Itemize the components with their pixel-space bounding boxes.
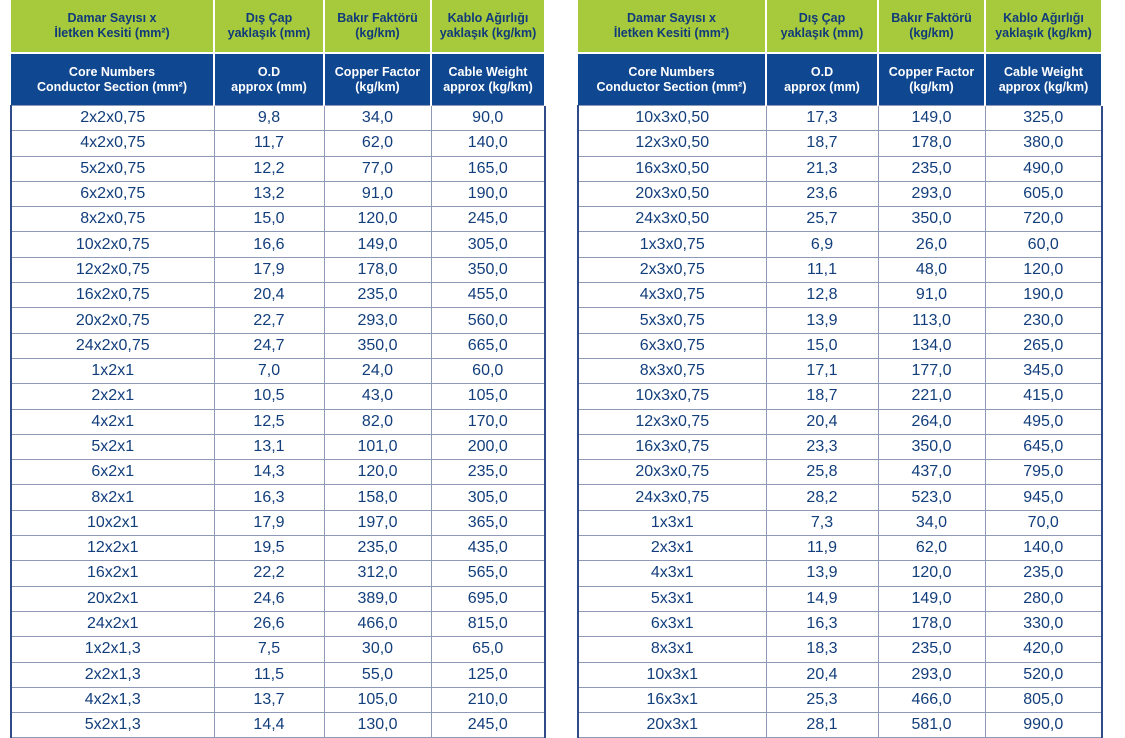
table-row <box>11 106 545 131</box>
cable-weight-cell: 560,0 <box>431 308 545 333</box>
header-tr-outer-diameter: Dış Çap yaklaşık (mm) <box>214 0 324 53</box>
table-row <box>11 637 545 662</box>
table-row <box>11 561 545 586</box>
cable-weight-cell: 695,0 <box>431 586 545 611</box>
cable-weight-cell: 120,0 <box>985 257 1102 282</box>
header-en-outer-diameter: O.D approx (mm) <box>766 53 878 106</box>
cable-weight-cell: 125,0 <box>431 662 545 687</box>
outer-diameter-cell: 24,7 <box>214 333 324 358</box>
table-row <box>578 687 1102 712</box>
cable-weight-cell: 245,0 <box>431 713 545 738</box>
table-row <box>11 662 545 687</box>
outer-diameter-cell: 20,4 <box>766 662 878 687</box>
outer-diameter-cell: 20,4 <box>214 283 324 308</box>
table-row <box>11 156 545 181</box>
core-section-cell: 24x2x0,75 <box>11 333 214 358</box>
outer-diameter-cell: 11,5 <box>214 662 324 687</box>
table-row <box>11 460 545 485</box>
copper-factor-cell: 523,0 <box>878 485 985 510</box>
table-row <box>578 207 1102 232</box>
core-section-cell: 4x3x1 <box>578 561 766 586</box>
copper-factor-cell: 149,0 <box>878 106 985 131</box>
table-row <box>578 434 1102 459</box>
outer-diameter-cell: 28,2 <box>766 485 878 510</box>
core-section-cell: 10x3x1 <box>578 662 766 687</box>
outer-diameter-cell: 18,7 <box>766 131 878 156</box>
core-section-cell: 4x2x0,75 <box>11 131 214 156</box>
core-section-cell: 2x3x1 <box>578 536 766 561</box>
copper-factor-cell: 178,0 <box>878 131 985 156</box>
table-row <box>578 156 1102 181</box>
core-section-cell: 4x3x0,75 <box>578 283 766 308</box>
copper-factor-cell: 389,0 <box>324 586 431 611</box>
outer-diameter-cell: 22,7 <box>214 308 324 333</box>
core-section-cell: 12x2x0,75 <box>11 257 214 282</box>
core-section-cell: 16x2x1 <box>11 561 214 586</box>
cable-weight-cell: 90,0 <box>431 106 545 131</box>
cable-weight-cell: 60,0 <box>431 358 545 383</box>
copper-factor-cell: 91,0 <box>324 181 431 206</box>
core-section-cell: 4x2x1,3 <box>11 687 214 712</box>
outer-diameter-cell: 16,3 <box>766 611 878 636</box>
cable-weight-cell: 170,0 <box>431 409 545 434</box>
header-en-outer-diameter: O.D approx (mm) <box>214 53 324 106</box>
table-row <box>11 434 545 459</box>
outer-diameter-cell: 21,3 <box>766 156 878 181</box>
table-row <box>578 637 1102 662</box>
header-row-english <box>578 53 1102 106</box>
copper-factor-cell: 312,0 <box>324 561 431 586</box>
copper-factor-cell: 235,0 <box>878 637 985 662</box>
copper-factor-cell: 177,0 <box>878 358 985 383</box>
header-tr-cable-weight: Kablo Ağırlığı yaklaşık (kg/km) <box>431 0 545 53</box>
header-tr-cable-weight: Kablo Ağırlığı yaklaşık (kg/km) <box>985 0 1102 53</box>
core-section-cell: 8x3x1 <box>578 637 766 662</box>
copper-factor-cell: 437,0 <box>878 460 985 485</box>
cable-weight-cell: 140,0 <box>431 131 545 156</box>
table-row <box>11 536 545 561</box>
outer-diameter-cell: 7,5 <box>214 637 324 662</box>
outer-diameter-cell: 17,9 <box>214 510 324 535</box>
copper-factor-cell: 62,0 <box>324 131 431 156</box>
copper-factor-cell: 235,0 <box>878 156 985 181</box>
copper-factor-cell: 149,0 <box>878 586 985 611</box>
outer-diameter-cell: 16,6 <box>214 232 324 257</box>
cable-weight-cell: 420,0 <box>985 637 1102 662</box>
copper-factor-cell: 120,0 <box>324 460 431 485</box>
cable-weight-cell: 565,0 <box>431 561 545 586</box>
core-section-cell: 2x3x0,75 <box>578 257 766 282</box>
table-row <box>578 662 1102 687</box>
table-row <box>578 358 1102 383</box>
outer-diameter-cell: 25,8 <box>766 460 878 485</box>
core-section-cell: 5x2x1,3 <box>11 713 214 738</box>
outer-diameter-cell: 11,9 <box>766 536 878 561</box>
table-row <box>11 358 545 383</box>
copper-factor-cell: 77,0 <box>324 156 431 181</box>
cable-weight-cell: 325,0 <box>985 106 1102 131</box>
copper-factor-cell: 34,0 <box>878 510 985 535</box>
core-section-cell: 12x2x1 <box>11 536 214 561</box>
table-row <box>578 536 1102 561</box>
core-section-cell: 1x3x0,75 <box>578 232 766 257</box>
cable-weight-cell: 65,0 <box>431 637 545 662</box>
core-section-cell: 20x3x0,75 <box>578 460 766 485</box>
table-row <box>11 131 545 156</box>
outer-diameter-cell: 18,3 <box>766 637 878 662</box>
copper-factor-cell: 293,0 <box>878 662 985 687</box>
table-row <box>578 561 1102 586</box>
header-en-core-section: Core Numbers Conductor Section (mm²) <box>578 53 766 106</box>
core-section-cell: 8x2x0,75 <box>11 207 214 232</box>
cable-weight-cell: 945,0 <box>985 485 1102 510</box>
cable-weight-cell: 235,0 <box>431 460 545 485</box>
copper-factor-cell: 101,0 <box>324 434 431 459</box>
core-section-cell: 20x2x0,75 <box>11 308 214 333</box>
copper-factor-cell: 24,0 <box>324 358 431 383</box>
outer-diameter-cell: 11,1 <box>766 257 878 282</box>
cable-weight-cell: 305,0 <box>431 232 545 257</box>
core-section-cell: 24x3x0,50 <box>578 207 766 232</box>
outer-diameter-cell: 7,3 <box>766 510 878 535</box>
copper-factor-cell: 105,0 <box>324 687 431 712</box>
outer-diameter-cell: 20,4 <box>766 409 878 434</box>
cable-weight-cell: 415,0 <box>985 384 1102 409</box>
header-row-english <box>11 53 545 106</box>
cable-weight-cell: 345,0 <box>985 358 1102 383</box>
table-row <box>11 485 545 510</box>
table-row <box>578 713 1102 738</box>
copper-factor-cell: 91,0 <box>878 283 985 308</box>
copper-factor-cell: 197,0 <box>324 510 431 535</box>
core-section-cell: 10x3x0,75 <box>578 384 766 409</box>
core-section-cell: 2x2x1,3 <box>11 662 214 687</box>
header-row-turkish <box>11 0 545 53</box>
core-section-cell: 16x3x0,50 <box>578 156 766 181</box>
copper-factor-cell: 350,0 <box>878 434 985 459</box>
table-row <box>11 611 545 636</box>
cable-weight-cell: 645,0 <box>985 434 1102 459</box>
cable-weight-cell: 795,0 <box>985 460 1102 485</box>
outer-diameter-cell: 26,6 <box>214 611 324 636</box>
table-row <box>11 283 545 308</box>
copper-factor-cell: 264,0 <box>878 409 985 434</box>
cable-weight-cell: 815,0 <box>431 611 545 636</box>
table-row <box>578 460 1102 485</box>
table-row <box>578 611 1102 636</box>
copper-factor-cell: 130,0 <box>324 713 431 738</box>
table-row <box>11 384 545 409</box>
outer-diameter-cell: 25,7 <box>766 207 878 232</box>
copper-factor-cell: 293,0 <box>878 181 985 206</box>
table-row <box>578 409 1102 434</box>
copper-factor-cell: 466,0 <box>324 611 431 636</box>
core-section-cell: 1x3x1 <box>578 510 766 535</box>
outer-diameter-cell: 14,9 <box>766 586 878 611</box>
core-section-cell: 2x2x1 <box>11 384 214 409</box>
table-row <box>11 207 545 232</box>
header-en-core-section: Core Numbers Conductor Section (mm²) <box>11 53 214 106</box>
cable-weight-cell: 165,0 <box>431 156 545 181</box>
outer-diameter-cell: 23,3 <box>766 434 878 459</box>
outer-diameter-cell: 9,8 <box>214 106 324 131</box>
copper-factor-cell: 178,0 <box>324 257 431 282</box>
outer-diameter-cell: 12,2 <box>214 156 324 181</box>
core-section-cell: 20x3x0,50 <box>578 181 766 206</box>
outer-diameter-cell: 13,1 <box>214 434 324 459</box>
outer-diameter-cell: 16,3 <box>214 485 324 510</box>
cable-weight-cell: 455,0 <box>431 283 545 308</box>
table-row <box>11 257 545 282</box>
header-tr-core-section: Damar Sayısı x İletken Kesiti (mm²) <box>578 0 766 53</box>
copper-factor-cell: 82,0 <box>324 409 431 434</box>
outer-diameter-cell: 7,0 <box>214 358 324 383</box>
cable-weight-cell: 200,0 <box>431 434 545 459</box>
core-section-cell: 8x2x1 <box>11 485 214 510</box>
core-section-cell: 10x3x0,50 <box>578 106 766 131</box>
copper-factor-cell: 43,0 <box>324 384 431 409</box>
cable-weight-cell: 70,0 <box>985 510 1102 535</box>
core-section-cell: 24x3x0,75 <box>578 485 766 510</box>
cable-weight-cell: 60,0 <box>985 232 1102 257</box>
header-tr-copper-factor: Bakır Faktörü (kg/km) <box>878 0 985 53</box>
core-section-cell: 1x2x1,3 <box>11 637 214 662</box>
table-row <box>578 257 1102 282</box>
copper-factor-cell: 30,0 <box>324 637 431 662</box>
core-section-cell: 24x2x1 <box>11 611 214 636</box>
cable-weight-cell: 665,0 <box>431 333 545 358</box>
outer-diameter-cell: 28,1 <box>766 713 878 738</box>
copper-factor-cell: 466,0 <box>878 687 985 712</box>
cable-weight-cell: 190,0 <box>431 181 545 206</box>
cable-weight-cell: 350,0 <box>431 257 545 282</box>
cable-spec-table-right <box>577 0 1103 738</box>
core-section-cell: 4x2x1 <box>11 409 214 434</box>
cable-weight-cell: 990,0 <box>985 713 1102 738</box>
cable-spec-table-left <box>10 0 546 738</box>
core-section-cell: 16x3x0,75 <box>578 434 766 459</box>
copper-factor-cell: 26,0 <box>878 232 985 257</box>
header-row-turkish <box>578 0 1102 53</box>
cable-weight-cell: 605,0 <box>985 181 1102 206</box>
core-section-cell: 12x3x0,50 <box>578 131 766 156</box>
table-row <box>11 409 545 434</box>
outer-diameter-cell: 18,7 <box>766 384 878 409</box>
core-section-cell: 2x2x0,75 <box>11 106 214 131</box>
outer-diameter-cell: 25,3 <box>766 687 878 712</box>
table-row <box>11 510 545 535</box>
core-section-cell: 5x2x1 <box>11 434 214 459</box>
cable-weight-cell: 330,0 <box>985 611 1102 636</box>
copper-factor-cell: 235,0 <box>324 283 431 308</box>
table-row <box>578 586 1102 611</box>
header-en-cable-weight: Cable Weight approx (kg/km) <box>431 53 545 106</box>
outer-diameter-cell: 13,9 <box>766 561 878 586</box>
copper-factor-cell: 134,0 <box>878 333 985 358</box>
table-row <box>578 384 1102 409</box>
table-row <box>11 308 545 333</box>
outer-diameter-cell: 10,5 <box>214 384 324 409</box>
outer-diameter-cell: 6,9 <box>766 232 878 257</box>
cable-weight-cell: 365,0 <box>431 510 545 535</box>
table-row <box>11 232 545 257</box>
outer-diameter-cell: 13,2 <box>214 181 324 206</box>
cable-weight-cell: 490,0 <box>985 156 1102 181</box>
core-section-cell: 6x2x0,75 <box>11 181 214 206</box>
table-row <box>11 181 545 206</box>
header-tr-outer-diameter: Dış Çap yaklaşık (mm) <box>766 0 878 53</box>
outer-diameter-cell: 13,7 <box>214 687 324 712</box>
table-row <box>11 333 545 358</box>
core-section-cell: 5x3x0,75 <box>578 308 766 333</box>
table-row <box>578 308 1102 333</box>
outer-diameter-cell: 12,8 <box>766 283 878 308</box>
outer-diameter-cell: 24,6 <box>214 586 324 611</box>
outer-diameter-cell: 22,2 <box>214 561 324 586</box>
outer-diameter-cell: 14,4 <box>214 713 324 738</box>
cable-weight-cell: 105,0 <box>431 384 545 409</box>
cable-weight-cell: 435,0 <box>431 536 545 561</box>
header-tr-core-section: Damar Sayısı x İletken Kesiti (mm²) <box>11 0 214 53</box>
core-section-cell: 6x2x1 <box>11 460 214 485</box>
outer-diameter-cell: 19,5 <box>214 536 324 561</box>
cable-weight-cell: 235,0 <box>985 561 1102 586</box>
core-section-cell: 20x2x1 <box>11 586 214 611</box>
header-en-copper-factor: Copper Factor (kg/km) <box>324 53 431 106</box>
core-section-cell: 6x3x0,75 <box>578 333 766 358</box>
copper-factor-cell: 350,0 <box>324 333 431 358</box>
core-section-cell: 16x2x0,75 <box>11 283 214 308</box>
table-row <box>578 106 1102 131</box>
cable-weight-cell: 210,0 <box>431 687 545 712</box>
cable-weight-cell: 245,0 <box>431 207 545 232</box>
cable-weight-cell: 140,0 <box>985 536 1102 561</box>
outer-diameter-cell: 13,9 <box>766 308 878 333</box>
outer-diameter-cell: 14,3 <box>214 460 324 485</box>
core-section-cell: 5x2x0,75 <box>11 156 214 181</box>
copper-factor-cell: 221,0 <box>878 384 985 409</box>
copper-factor-cell: 55,0 <box>324 662 431 687</box>
copper-factor-cell: 120,0 <box>324 207 431 232</box>
cable-weight-cell: 720,0 <box>985 207 1102 232</box>
header-en-cable-weight: Cable Weight approx (kg/km) <box>985 53 1102 106</box>
outer-diameter-cell: 23,6 <box>766 181 878 206</box>
copper-factor-cell: 158,0 <box>324 485 431 510</box>
outer-diameter-cell: 15,0 <box>214 207 324 232</box>
table-row <box>578 131 1102 156</box>
copper-factor-cell: 293,0 <box>324 308 431 333</box>
table-row <box>578 283 1102 308</box>
header-tr-copper-factor: Bakır Faktörü (kg/km) <box>324 0 431 53</box>
outer-diameter-cell: 17,9 <box>214 257 324 282</box>
core-section-cell: 20x3x1 <box>578 713 766 738</box>
copper-factor-cell: 48,0 <box>878 257 985 282</box>
copper-factor-cell: 350,0 <box>878 207 985 232</box>
table-row <box>11 586 545 611</box>
cable-weight-cell: 280,0 <box>985 586 1102 611</box>
core-section-cell: 12x3x0,75 <box>578 409 766 434</box>
table-row <box>578 333 1102 358</box>
core-section-cell: 8x3x0,75 <box>578 358 766 383</box>
copper-factor-cell: 62,0 <box>878 536 985 561</box>
copper-factor-cell: 581,0 <box>878 713 985 738</box>
cable-weight-cell: 520,0 <box>985 662 1102 687</box>
outer-diameter-cell: 15,0 <box>766 333 878 358</box>
cable-weight-cell: 230,0 <box>985 308 1102 333</box>
outer-diameter-cell: 17,3 <box>766 106 878 131</box>
cable-weight-cell: 265,0 <box>985 333 1102 358</box>
table-row <box>578 485 1102 510</box>
table-row <box>11 687 545 712</box>
cable-weight-cell: 495,0 <box>985 409 1102 434</box>
core-section-cell: 6x3x1 <box>578 611 766 636</box>
core-section-cell: 5x3x1 <box>578 586 766 611</box>
outer-diameter-cell: 17,1 <box>766 358 878 383</box>
copper-factor-cell: 178,0 <box>878 611 985 636</box>
core-section-cell: 1x2x1 <box>11 358 214 383</box>
copper-factor-cell: 34,0 <box>324 106 431 131</box>
outer-diameter-cell: 12,5 <box>214 409 324 434</box>
outer-diameter-cell: 11,7 <box>214 131 324 156</box>
cable-weight-cell: 805,0 <box>985 687 1102 712</box>
copper-factor-cell: 120,0 <box>878 561 985 586</box>
table-row <box>578 232 1102 257</box>
cable-weight-cell: 305,0 <box>431 485 545 510</box>
header-en-copper-factor: Copper Factor (kg/km) <box>878 53 985 106</box>
copper-factor-cell: 235,0 <box>324 536 431 561</box>
core-section-cell: 10x2x0,75 <box>11 232 214 257</box>
core-section-cell: 10x2x1 <box>11 510 214 535</box>
copper-factor-cell: 149,0 <box>324 232 431 257</box>
table-row <box>578 181 1102 206</box>
core-section-cell: 16x3x1 <box>578 687 766 712</box>
cable-weight-cell: 380,0 <box>985 131 1102 156</box>
table-row <box>11 713 545 738</box>
copper-factor-cell: 113,0 <box>878 308 985 333</box>
cable-weight-cell: 190,0 <box>985 283 1102 308</box>
table-row <box>578 510 1102 535</box>
